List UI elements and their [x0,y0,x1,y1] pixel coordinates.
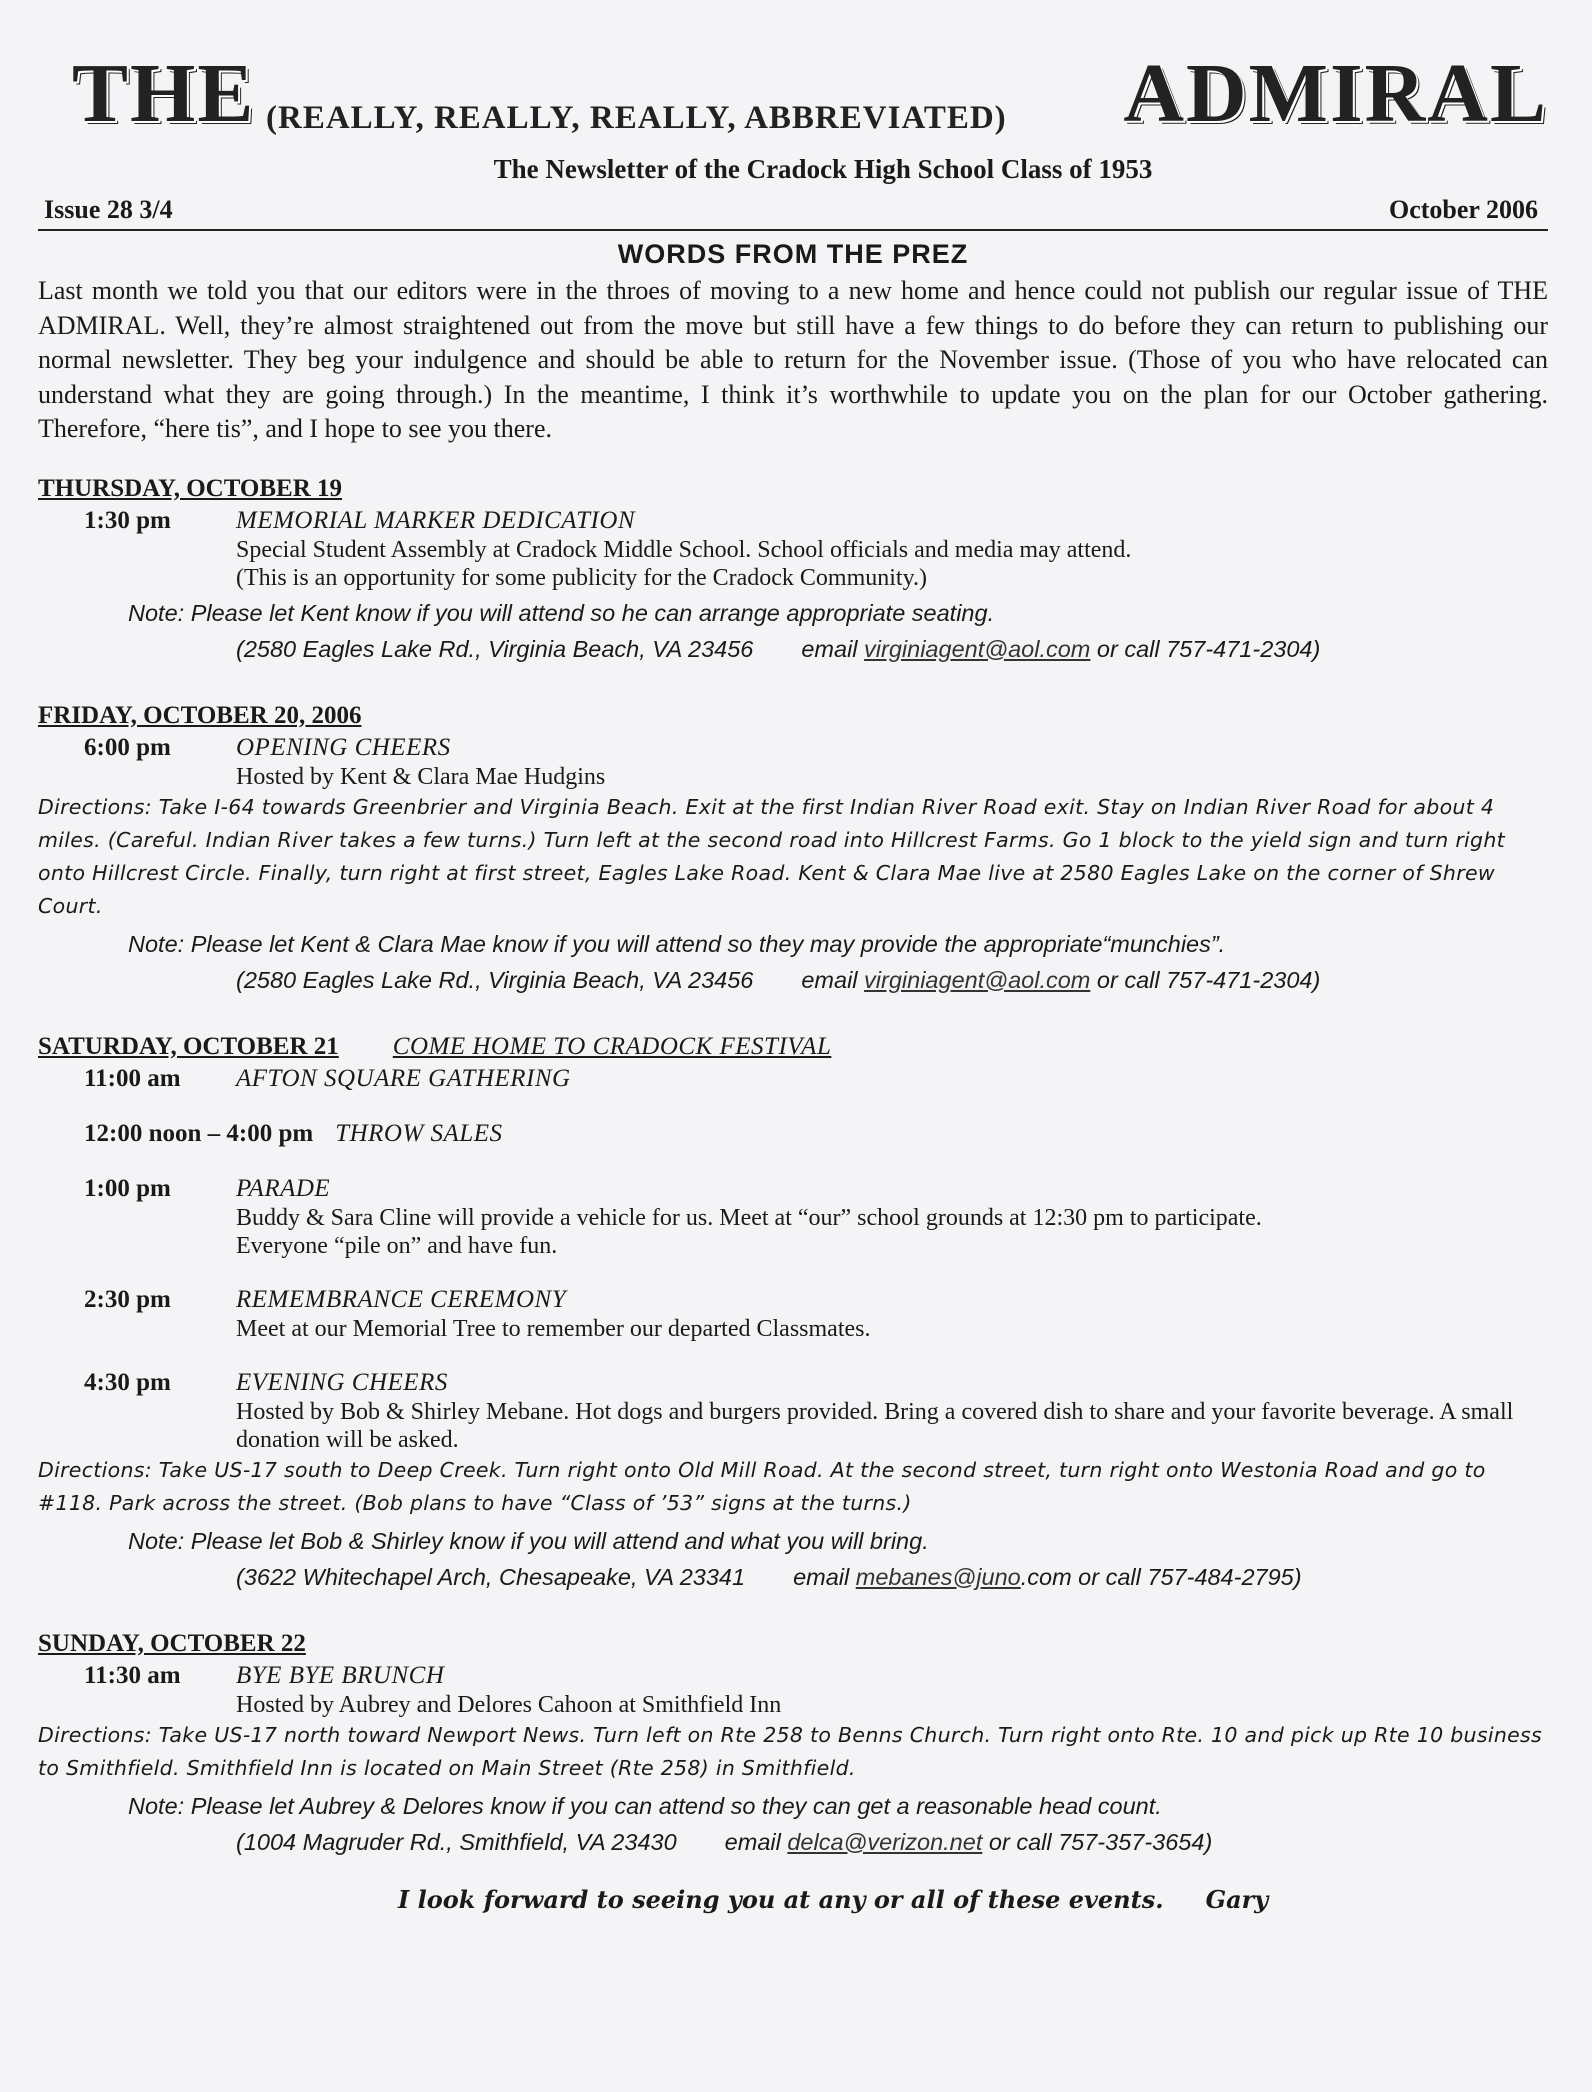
event-description: Hosted by Aubrey and Delores Cahoon at Smithfield Inn [236,1691,782,1718]
issue-number: Issue 28 3/4 [44,195,173,224]
event-title: BYE BYE BRUNCH [236,1661,445,1689]
event-row [84,1118,1548,1149]
masthead-subtitle: (REALLY, REALLY, REALLY, ABBREVIATED) [266,100,1007,136]
event-title: REMEMBRANCE CEREMONY [236,1285,567,1313]
rsvp-note: Note: Please let Aubrey & Delores know if you can attend so they can get a reasonable head count. [128,1792,1162,1819]
day-heading [38,1031,1548,1063]
day-heading-text: SATURDAY, OCTOBER 21 [38,1032,339,1060]
event-description: Special Student Assembly at Cradock Middle School. School officials and media may attend. [236,536,1132,563]
masthead-admiral: ADMIRAL [1123,47,1548,140]
contact-line [236,1825,1548,1859]
email-link[interactable]: virginiagent@aol.com [864,635,1091,662]
event-time: 12:00 noon – 4:00 pm [84,1119,314,1147]
masthead-the: THE [72,47,256,140]
section-title: WORDS FROM THE PREZ [617,239,969,269]
event-row [84,505,1548,536]
directions: Directions: Take I-64 towards Greenbrier and Virginia Beach. Exit at the first Indian River Road exit. Stay on Indian River Road for about 4 miles. (Careful. Indian River takes a few turns.) Turn left at the second road into Hillcrest Farms. Go 1 block to the yield sign and turn right onto Hillcrest Circle. Finally, turn right at first street, Eagles Lake Road. Kent & Clara Mae live at 2580 Eagles Lake on the corner of Shrew Court. [38,794,1505,918]
event-title: EVENING CHEERS [236,1368,448,1396]
email-label: email [724,1828,788,1855]
email-label: email [793,1563,856,1590]
event-time: 11:30 am [84,1661,181,1689]
event-time: 1:30 pm [84,506,171,534]
rsvp-note: Note: Please let Kent know if you will attend so he can arrange appropriate seating. [128,599,995,626]
thursday-section [38,473,1548,666]
event-title: AFTON SQUARE GATHERING [236,1064,571,1092]
day-heading: FRIDAY, OCTOBER 20, 2006 [38,701,362,729]
email-label: email [801,635,865,662]
contact-address: (2580 Eagles Lake Rd., Virginia Beach, VA 23456 [236,635,754,662]
festival-title: COME HOME TO CRADOCK FESTIVAL [392,1032,832,1060]
directions: Directions: Take US-17 north toward Newport News. Turn left on Rte 258 to Benns Church. Turn right onto Rte. 10 and pick up Rte 10 business to Smithfield. Smithfield Inn is located on Main Street (Rte 258) in Smithfield. [38,1722,1542,1780]
contact-address: (3622 Whitechapel Arch, Chesapeake, VA 23341 [236,1563,746,1590]
email-label: email [801,966,865,993]
event-row [84,1367,1548,1398]
event-time: 6:00 pm [84,733,171,761]
contact-phone: .com or call 757-484-2795) [1020,1563,1302,1590]
email-link[interactable]: mebanes@juno [855,1563,1021,1590]
intro-paragraph: Last month we told you that our editors were in the throes of moving to a new home and hence could not publish our regular issue of THE ADMIRAL. Well, they’re almost straightened out from the move but still have a few things to do before they can return to publishing our normal newsletter. They beg your indulgence and should be able to return for the November issue. (Those of you who have relocated can understand what they are going through.) In the meantime, I think it’s worthwhile to update you on the plan for our October gathering. Therefore, “here tis”, and I hope to see you there. [38,276,1548,443]
event-row [84,732,1548,763]
rsvp-note: Note: Please let Bob & Shirley know if you will attend and what you will bring. [128,1527,929,1554]
closing-line [398,1885,1548,1914]
closing-text: I look forward to seeing you at any or all of these events. [398,1884,1164,1914]
contact-line [236,963,1548,997]
saturday-section [38,1031,1548,1594]
contact-line [236,632,1548,666]
contact-phone: or call 757-471-2304) [1090,635,1321,662]
rsvp-note: Note: Please let Kent & Clara Mae know if you will attend so they may provide the appropriate“munchies”. [128,930,1226,957]
directions: Directions: Take US-17 south to Deep Creek. Turn right onto Old Mill Road. At the second street, turn right onto Westonia Road and go to #118. Park across the street. (Bob plans to have “Class of ’53” signs at the turns.) [38,1457,1486,1515]
event-row [84,1660,1548,1691]
event-description: Buddy & Sara Cline will provide a vehicle for us. Meet at “our” school grounds at 12:30 pm to participate. [236,1204,1262,1231]
event-description: (This is an opportunity for some publicity for the Cradock Community.) [236,564,928,591]
event-description: Hosted by Bob & Shirley Mebane. Hot dogs and burgers provided. Bring a covered dish to share and your favorite beverage. A small donation will be asked. [236,1398,1514,1453]
issue-row [38,185,1548,231]
issue-date: October 2006 [1389,195,1538,224]
friday-section [38,700,1548,997]
day-heading: THURSDAY, OCTOBER 19 [38,474,343,502]
event-description: Hosted by Kent & Clara Mae Hudgins [236,763,606,790]
day-heading: SUNDAY, OCTOBER 22 [38,1629,306,1657]
signature: Gary [1205,1884,1269,1914]
email-link[interactable]: delca@verizon.net [787,1828,983,1855]
event-time: 2:30 pm [84,1285,171,1313]
event-time: 1:00 pm [84,1174,171,1202]
event-row [84,1063,1548,1094]
newsletter-page [38,40,1548,1914]
event-time: 11:00 am [84,1064,181,1092]
masthead [38,40,1548,150]
event-row [84,1284,1548,1315]
event-title: THROW SALES [335,1119,503,1147]
event-description: Meet at our Memorial Tree to remember our departed Classmates. [236,1315,871,1342]
event-row [84,1173,1548,1204]
event-description: Everyone “pile on” and have fun. [236,1232,558,1259]
event-title: OPENING CHEERS [236,733,451,761]
contact-line [236,1560,1548,1594]
contact-address: (2580 Eagles Lake Rd., Virginia Beach, VA 23456 [236,966,754,993]
contact-phone: or call 757-471-2304) [1090,966,1321,993]
tagline: The Newsletter of the Cradock High School Class of 1953 [493,154,1153,184]
contact-phone: or call 757-357-3654) [982,1828,1213,1855]
event-title: MEMORIAL MARKER DEDICATION [236,506,636,534]
contact-address: (1004 Magruder Rd., Smithfield, VA 23430 [236,1828,677,1855]
event-time: 4:30 pm [84,1368,171,1396]
email-link[interactable]: virginiagent@aol.com [864,966,1091,993]
sunday-section [38,1628,1548,1859]
event-title: PARADE [236,1174,331,1202]
